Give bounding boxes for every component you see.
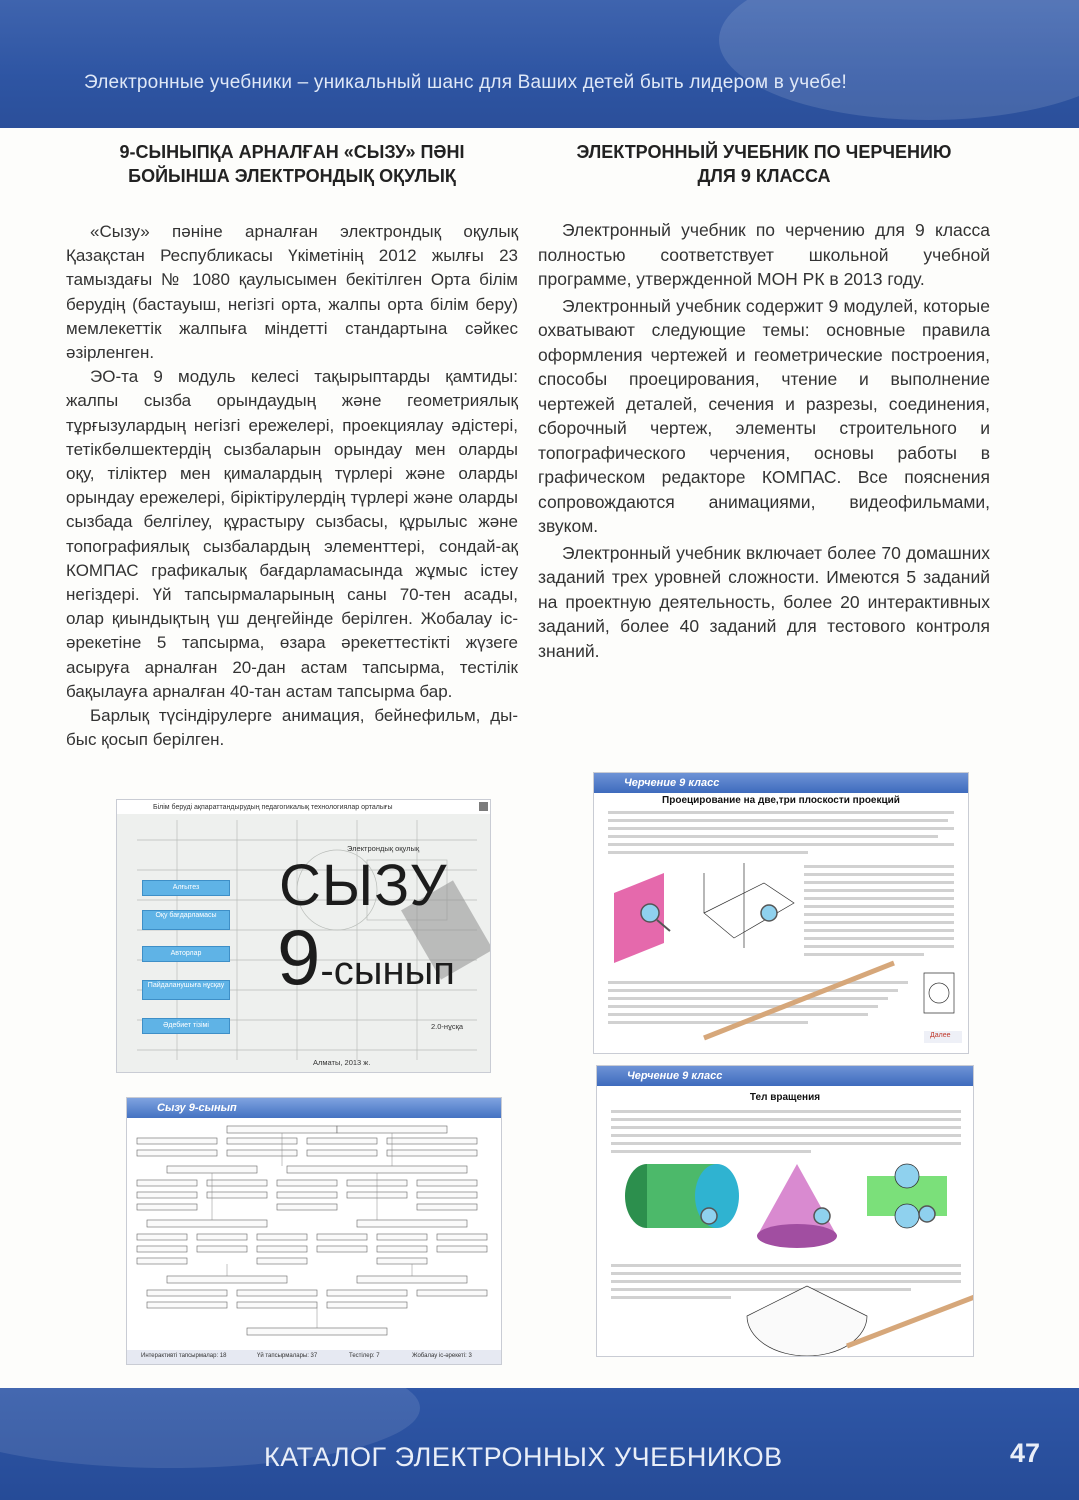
projection-subtitle: Проецирование на две,три плоскости проекций — [662, 795, 900, 806]
left-article-title — [66, 140, 518, 188]
projection-title-bar: Черчение 9 класс — [594, 773, 968, 793]
module-diagram — [127, 1098, 501, 1364]
grade-number: 9 — [277, 913, 321, 1001]
grade-word: -сынып — [320, 949, 455, 993]
menu-button[interactable]: Әдебиет тізімі — [142, 1018, 230, 1034]
rotation-title-bar: Черчение 9 класс — [597, 1066, 973, 1086]
left-title-line2: БОЙЫНША ЭЛЕКТРОНДЫҚ ОҚУЛЫҚ — [128, 166, 456, 186]
right-article-title — [538, 140, 990, 188]
rotation-subtitle: Тел вращения — [749, 1092, 821, 1103]
module-map-screenshot — [127, 1098, 501, 1364]
map-footer-item: Үй тапсырмалары: 37 — [257, 1353, 318, 1359]
right-paragraph: Электронный учебник по черчению для 9 класса полностью соответствует школьной учебной программе, утвержденной МОН РК в 2013 году. — [538, 220, 990, 289]
book-type: Электрондық оқулық — [347, 844, 420, 853]
footer-band — [0, 1388, 1079, 1500]
right-article — [538, 140, 990, 665]
header-slogan: Электронные учебники – уникальный шанс для Ваших детей быть лидером в учебе! — [84, 72, 848, 93]
catalog-title: КАТАЛОГ ЭЛЕКТРОННЫХ УЧЕБНИКОВ — [264, 1442, 783, 1472]
projection-figure — [594, 773, 968, 1053]
left-paragraph: «Сызу» пәніне арналған электрондық оқулық Қазақстан Республикасы Үкіметінің 2012 жылғы 23 тамыздағы № 1080 қаулысымен бекітілген Орта білім берудің (бастауыш, негізгі орта, жалпы орта білім беру) мемлекеттік жалпыға міндетті стандартына сәйкес әзірленген. — [66, 222, 518, 363]
menu-button[interactable]: Оқу бағдарламасы — [142, 910, 230, 930]
header-band — [0, 0, 1079, 128]
left-paragraph: ЭО-та 9 модуль келесі тақырыптарды қамтиды: жалпы сызба орындаудың және геометриялық тұрғызулардың негізгі ережелері, проекциялау әдістері, тетікбөлшектердің сызбаларын орындау мен оларды оқу, тіліктер мен қималардың түрлері және оларды орындау ережелері, біріктірулердің түрлері және оларды сызбада белгілеу, құрастыру сызбасы, құрылыс және топографиялық сызбалардың элементтері, сондай-ақ КОМПАС графикалық бағдарламасында жұмыс істеу негіздері. Үй тапсырмаларының саны 70-тен асады, олар қиындықтың үш деңгейінде берілген. Жобалау іс-әрекетіне 5 тапсырма, өзара әрекеттестікті жүзеге асыруға арналған 20-дан астам тапсырма, тестілік бақылауға арналған 40-тан астам тапсырма бар. — [66, 367, 518, 701]
menu-button[interactable]: Пайдаланушыға нұсқау — [142, 980, 230, 1000]
page-number: 47 — [1010, 1438, 1041, 1468]
cover-grade — [277, 912, 455, 1003]
right-title-line2: ДЛЯ 9 КЛАССА — [697, 166, 831, 186]
map-footer-item: Тестілер: 7 — [349, 1353, 380, 1359]
header-swoosh — [719, 0, 1079, 120]
cover-screenshot — [117, 800, 490, 1072]
next-button[interactable]: Далее — [930, 1032, 951, 1039]
cover-title: СЫЗУ — [279, 853, 448, 918]
right-paragraph: Электронный учебник включает более 70 домашних заданий трех уровней сложности. Имеются 5 заданий на проектную деятельность, более 20 интерактивных заданий, более 40 заданий для тестового контроля знаний. — [538, 542, 990, 661]
rotation-screenshot — [597, 1066, 973, 1356]
right-title-line1: ЭЛЕКТРОННЫЙ УЧЕБНИК ПО ЧЕРЧЕНИЮ — [576, 142, 952, 162]
menu-button[interactable]: Авторлар — [142, 946, 230, 962]
left-article — [66, 140, 518, 752]
menu-button[interactable]: Алғытез — [142, 880, 230, 896]
right-paragraph: Электронный учебник содержит 9 модулей, которые охватывают следующие темы: основные правила оформления чертежей и геометрические построения, способы проецирования, чтение и выполнение чертежей деталей, сечения и разрезы, соединения, сборочный чертеж, элементы строительного и топографического черчения, основы работы в графическом редакторе КОМПАС. Все пояснения сопровождаются анимациями, видеофильмами, звуком. — [538, 295, 990, 536]
left-paragraph: Барлық түсіндірулерге анимация, бейнефильм, дыбыс қосып берілген. — [66, 706, 518, 750]
projection-screenshot — [594, 773, 968, 1053]
map-title-bar: Сызу 9-сынып — [127, 1098, 501, 1118]
map-footer-item: Интерактивті тапсырмалар: 18 — [141, 1353, 227, 1359]
map-footer-item: Жобалау іс-әрекеті: 3 — [412, 1353, 472, 1359]
city-year: Алматы, 2013 ж. — [313, 1058, 371, 1067]
rotation-figure — [597, 1066, 973, 1356]
org-name: Білім беруді ақпараттандырудың педагогикалық технологиялар орталығы — [153, 804, 393, 811]
left-title-line1: 9-СЫНЫПҚА АРНАЛҒАН «СЫЗУ» ПӘНІ — [119, 142, 465, 162]
version-label: 2.0-нұсқа — [431, 1022, 464, 1031]
